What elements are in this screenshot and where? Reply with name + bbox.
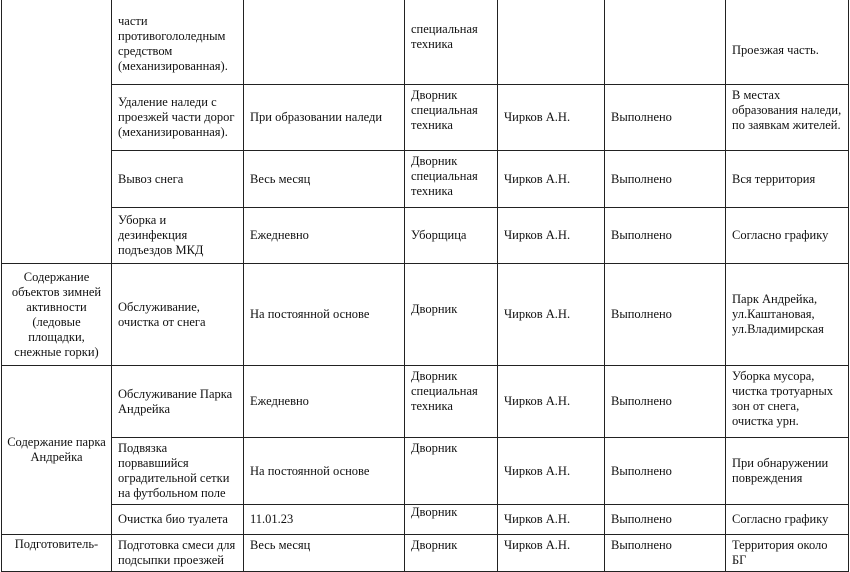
group-cell (2, 0, 112, 264)
group-cell: Подготовитель- (2, 535, 112, 572)
table-row (2, 85, 849, 151)
period-cell: На постоянной основе (244, 264, 405, 366)
table-row (2, 208, 849, 264)
period-cell: На постоянной основе (244, 438, 405, 505)
period-cell: Весь месяц (244, 535, 405, 572)
period-cell: Ежедневно (244, 208, 405, 264)
responsible-cell (498, 0, 605, 85)
work-cell: Очистка био туалета (112, 505, 244, 535)
responsible-cell: Чирков А.Н. (498, 151, 605, 208)
period-cell (244, 0, 405, 85)
table-row (2, 505, 849, 535)
executor-cell: Уборщица (405, 208, 498, 264)
place-cell: При обнаружении повреждения (726, 438, 849, 505)
work-cell: Удаление наледи с проезжей части дорог (механизированная). (112, 85, 244, 151)
executor-cell: Дворник (405, 535, 498, 572)
status-cell: Выполнено (605, 151, 726, 208)
place-cell: Согласно графику (726, 208, 849, 264)
executor-cell: Дворник специальная техника (405, 85, 498, 151)
table-row (2, 535, 849, 572)
place-cell: Парк Андрейка, ул.Каштановая, ул.Владимирская (726, 264, 849, 366)
responsible-cell: Чирков А.Н. (498, 438, 605, 505)
responsible-cell: Чирков А.Н. (498, 535, 605, 572)
responsible-cell: Чирков А.Н. (498, 208, 605, 264)
executor-cell: Дворник (405, 438, 498, 505)
place-cell: Территория около БГ (726, 535, 849, 572)
status-cell: Выполнено (605, 438, 726, 505)
work-cell: Уборка и дезинфекция подъездов МКД (112, 208, 244, 264)
place-cell: Проезжая часть. (726, 0, 849, 85)
group-cell: Содержание парка Андрейка (2, 366, 112, 535)
place-cell: Уборка мусора, чистка тротуарных зон от снега, очистка урн. (726, 366, 849, 438)
executor-cell: Дворник (405, 505, 498, 535)
work-cell: Вывоз снега (112, 151, 244, 208)
status-cell: Выполнено (605, 208, 726, 264)
place-cell: Согласно графику (726, 505, 849, 535)
status-cell: Выполнено (605, 264, 726, 366)
status-cell: Выполнено (605, 85, 726, 151)
work-cell: Подвязка порвавшийся оградительной сетки на футбольном поле (112, 438, 244, 505)
place-cell: Вся территория (726, 151, 849, 208)
table-row (2, 0, 849, 85)
table-row (2, 151, 849, 208)
table-row (2, 438, 849, 505)
table-row (2, 264, 849, 366)
work-report-table (1, 0, 849, 572)
executor-cell: специальная техника (405, 0, 498, 85)
work-cell: Обслуживание Парка Андрейка (112, 366, 244, 438)
work-cell: Подготовка смеси для подсыпки проезжей (112, 535, 244, 572)
place-cell: В местах образования наледи, по заявкам жителей. (726, 85, 849, 151)
work-cell: Обслуживание, очистка от снега (112, 264, 244, 366)
status-cell: Выполнено (605, 366, 726, 438)
status-cell: Выполнено (605, 535, 726, 572)
responsible-cell: Чирков А.Н. (498, 264, 605, 366)
executor-cell: Дворник специальная техника (405, 366, 498, 438)
responsible-cell: Чирков А.Н. (498, 505, 605, 535)
responsible-cell: Чирков А.Н. (498, 85, 605, 151)
status-cell (605, 0, 726, 85)
period-cell: При образовании наледи (244, 85, 405, 151)
group-cell: Содержание объектов зимней активности (ледовые площадки, снежные горки) (2, 264, 112, 366)
period-cell: 11.01.23 (244, 505, 405, 535)
period-cell: Ежедневно (244, 366, 405, 438)
work-cell: части противогололедным средством (механизированная). (112, 0, 244, 85)
period-cell: Весь месяц (244, 151, 405, 208)
executor-cell: Дворник (405, 264, 498, 366)
executor-cell: Дворник специальная техника (405, 151, 498, 208)
responsible-cell: Чирков А.Н. (498, 366, 605, 438)
status-cell: Выполнено (605, 505, 726, 535)
table-row (2, 366, 849, 438)
